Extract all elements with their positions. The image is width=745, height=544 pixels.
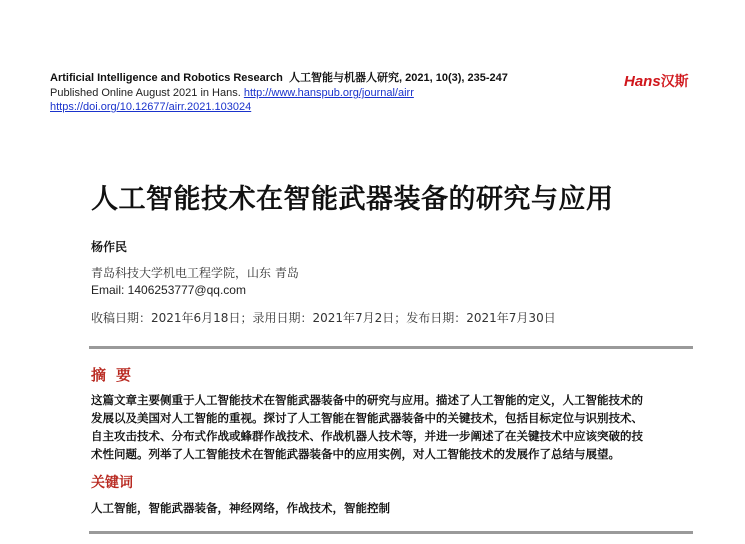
logo-brand: Hans — [624, 73, 661, 90]
doi-line — [50, 100, 510, 114]
paper-title: 人工智能技术在智能武器装备的研究与应用 — [91, 184, 614, 215]
paper-dates: 收稿日期：2021年6月18日；录用日期：2021年7月2日；发布日期：2021年7月30日 — [91, 311, 556, 325]
author-affiliation: 青岛科技大学机电工程学院，山东 青岛 — [91, 266, 299, 280]
journal-url-link[interactable]: http://www.hanspub.org/journal/airr — [243, 87, 414, 99]
hans-logo — [624, 71, 689, 91]
publication-info — [50, 86, 510, 100]
top-divider — [89, 346, 693, 349]
author-name: 杨作民 — [91, 240, 128, 254]
abstract-line: 发展以及美国对人工智能的重视。探讨了人工智能在智能武器装备中的关键技术，包括目标定位与识别技术、 — [91, 411, 643, 425]
keywords-list: 人工智能，智能武器装备，神经网络，作战技术，智能控制 — [91, 501, 390, 515]
abstract-line: 自主攻击技术、分布式作战或蜂群作战技术、作战机器人技术等，并进一步阐述了在关键技术中应该突破的技 — [91, 429, 643, 443]
logo-brand-cn: 汉斯 — [660, 73, 689, 89]
abstract-line: 术性问题。列举了人工智能技术在智能武器装备中的应用实例，对人工智能技术的发展作了总结与展望。 — [91, 447, 620, 461]
abstract-heading: 摘要 — [91, 366, 142, 384]
keywords-heading: 关键词 — [91, 475, 133, 491]
abstract-line: 这篇文章主要侧重于人工智能技术在智能武器装备中的研究与应用。描述了人工智能的定义，人工智能技术的 — [91, 393, 643, 407]
journal-citation — [50, 71, 510, 86]
bottom-divider — [89, 531, 693, 534]
journal-volume: , 2021, 10(3), 235-247 — [399, 72, 508, 84]
published-text: Published Online August 2021 in Hans. — [50, 87, 241, 99]
journal-name-cn: 人工智能与机器人研究 — [289, 72, 400, 84]
abstract-body — [91, 391, 691, 463]
author-email: Email: 1406253777@qq.com — [91, 283, 246, 297]
journal-name-en: Artificial Intelligence and Robotics Research — [50, 72, 283, 84]
doi-link[interactable]: https://doi.org/10.12677/airr.2021.103024 — [50, 101, 252, 113]
journal-header — [50, 71, 510, 114]
